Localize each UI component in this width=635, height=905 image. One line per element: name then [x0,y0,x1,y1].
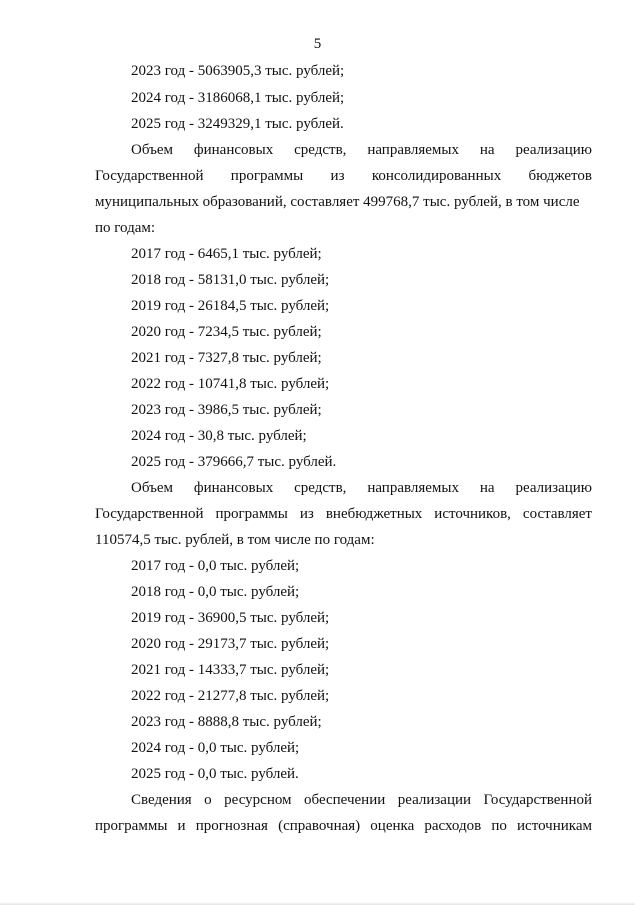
text-line: 2025 год - 0,0 тыс. рублей. [131,766,299,782]
text-line: 2017 год - 0,0 тыс. рублей; [131,558,300,574]
text-line: 2025 год - 379666,7 тыс. рублей. [131,454,337,470]
text-line: 2024 год - 30,8 тыс. рублей; [131,428,307,444]
text-line: 2022 год - 10741,8 тыс. рублей; [131,376,330,392]
paragraph-line: Государственной программы из внебюджетных источников, составляет [95,506,592,522]
text-line: 2019 год - 26184,5 тыс. рублей; [131,298,330,314]
text-line: 2019 год - 36900,5 тыс. рублей; [131,610,330,626]
paragraph-line: 110574,5 тыс. рублей, в том числе по годам: [95,532,375,548]
text-line: 2021 год - 7327,8 тыс. рублей; [131,350,322,366]
text-line: 2023 год - 3986,5 тыс. рублей; [131,402,322,418]
text-line: 2025 год - 3249329,1 тыс. рублей. [131,116,344,132]
paragraph-line: по годам: [95,220,156,236]
paragraph-line: программы и прогнозная (справочная) оценка расходов по источникам [95,818,592,834]
paragraph-line: Объем финансовых средств, направляемых на реализацию [131,142,592,158]
text-line: 2020 год - 7234,5 тыс. рублей; [131,324,322,340]
paragraph-line: муниципальных образований, составляет 499768,7 тыс. рублей, в том числе [95,194,580,210]
text-line: 2024 год - 0,0 тыс. рублей; [131,740,300,756]
text-line: 2022 год - 21277,8 тыс. рублей; [131,688,330,704]
paragraph-line: Государственной программы из консолидированных бюджетов [95,168,592,184]
text-line: 2020 год - 29173,7 тыс. рублей; [131,636,330,652]
text-line: 2018 год - 0,0 тыс. рублей; [131,584,300,600]
paragraph-line: Объем финансовых средств, направляемых на реализацию [131,480,592,496]
text-line: 2017 год - 6465,1 тыс. рублей; [131,246,322,262]
text-line: 2023 год - 5063905,3 тыс. рублей; [131,63,345,79]
text-line: 2024 год - 3186068,1 тыс. рублей; [131,90,345,106]
text-line: 2023 год - 8888,8 тыс. рублей; [131,714,322,730]
text-line: 2018 год - 58131,0 тыс. рублей; [131,272,330,288]
text-line: 2021 год - 14333,7 тыс. рублей; [131,662,330,678]
page-number: 5 [313,36,322,52]
paragraph-line: Сведения о ресурсном обеспечении реализации Государственной [131,792,592,808]
